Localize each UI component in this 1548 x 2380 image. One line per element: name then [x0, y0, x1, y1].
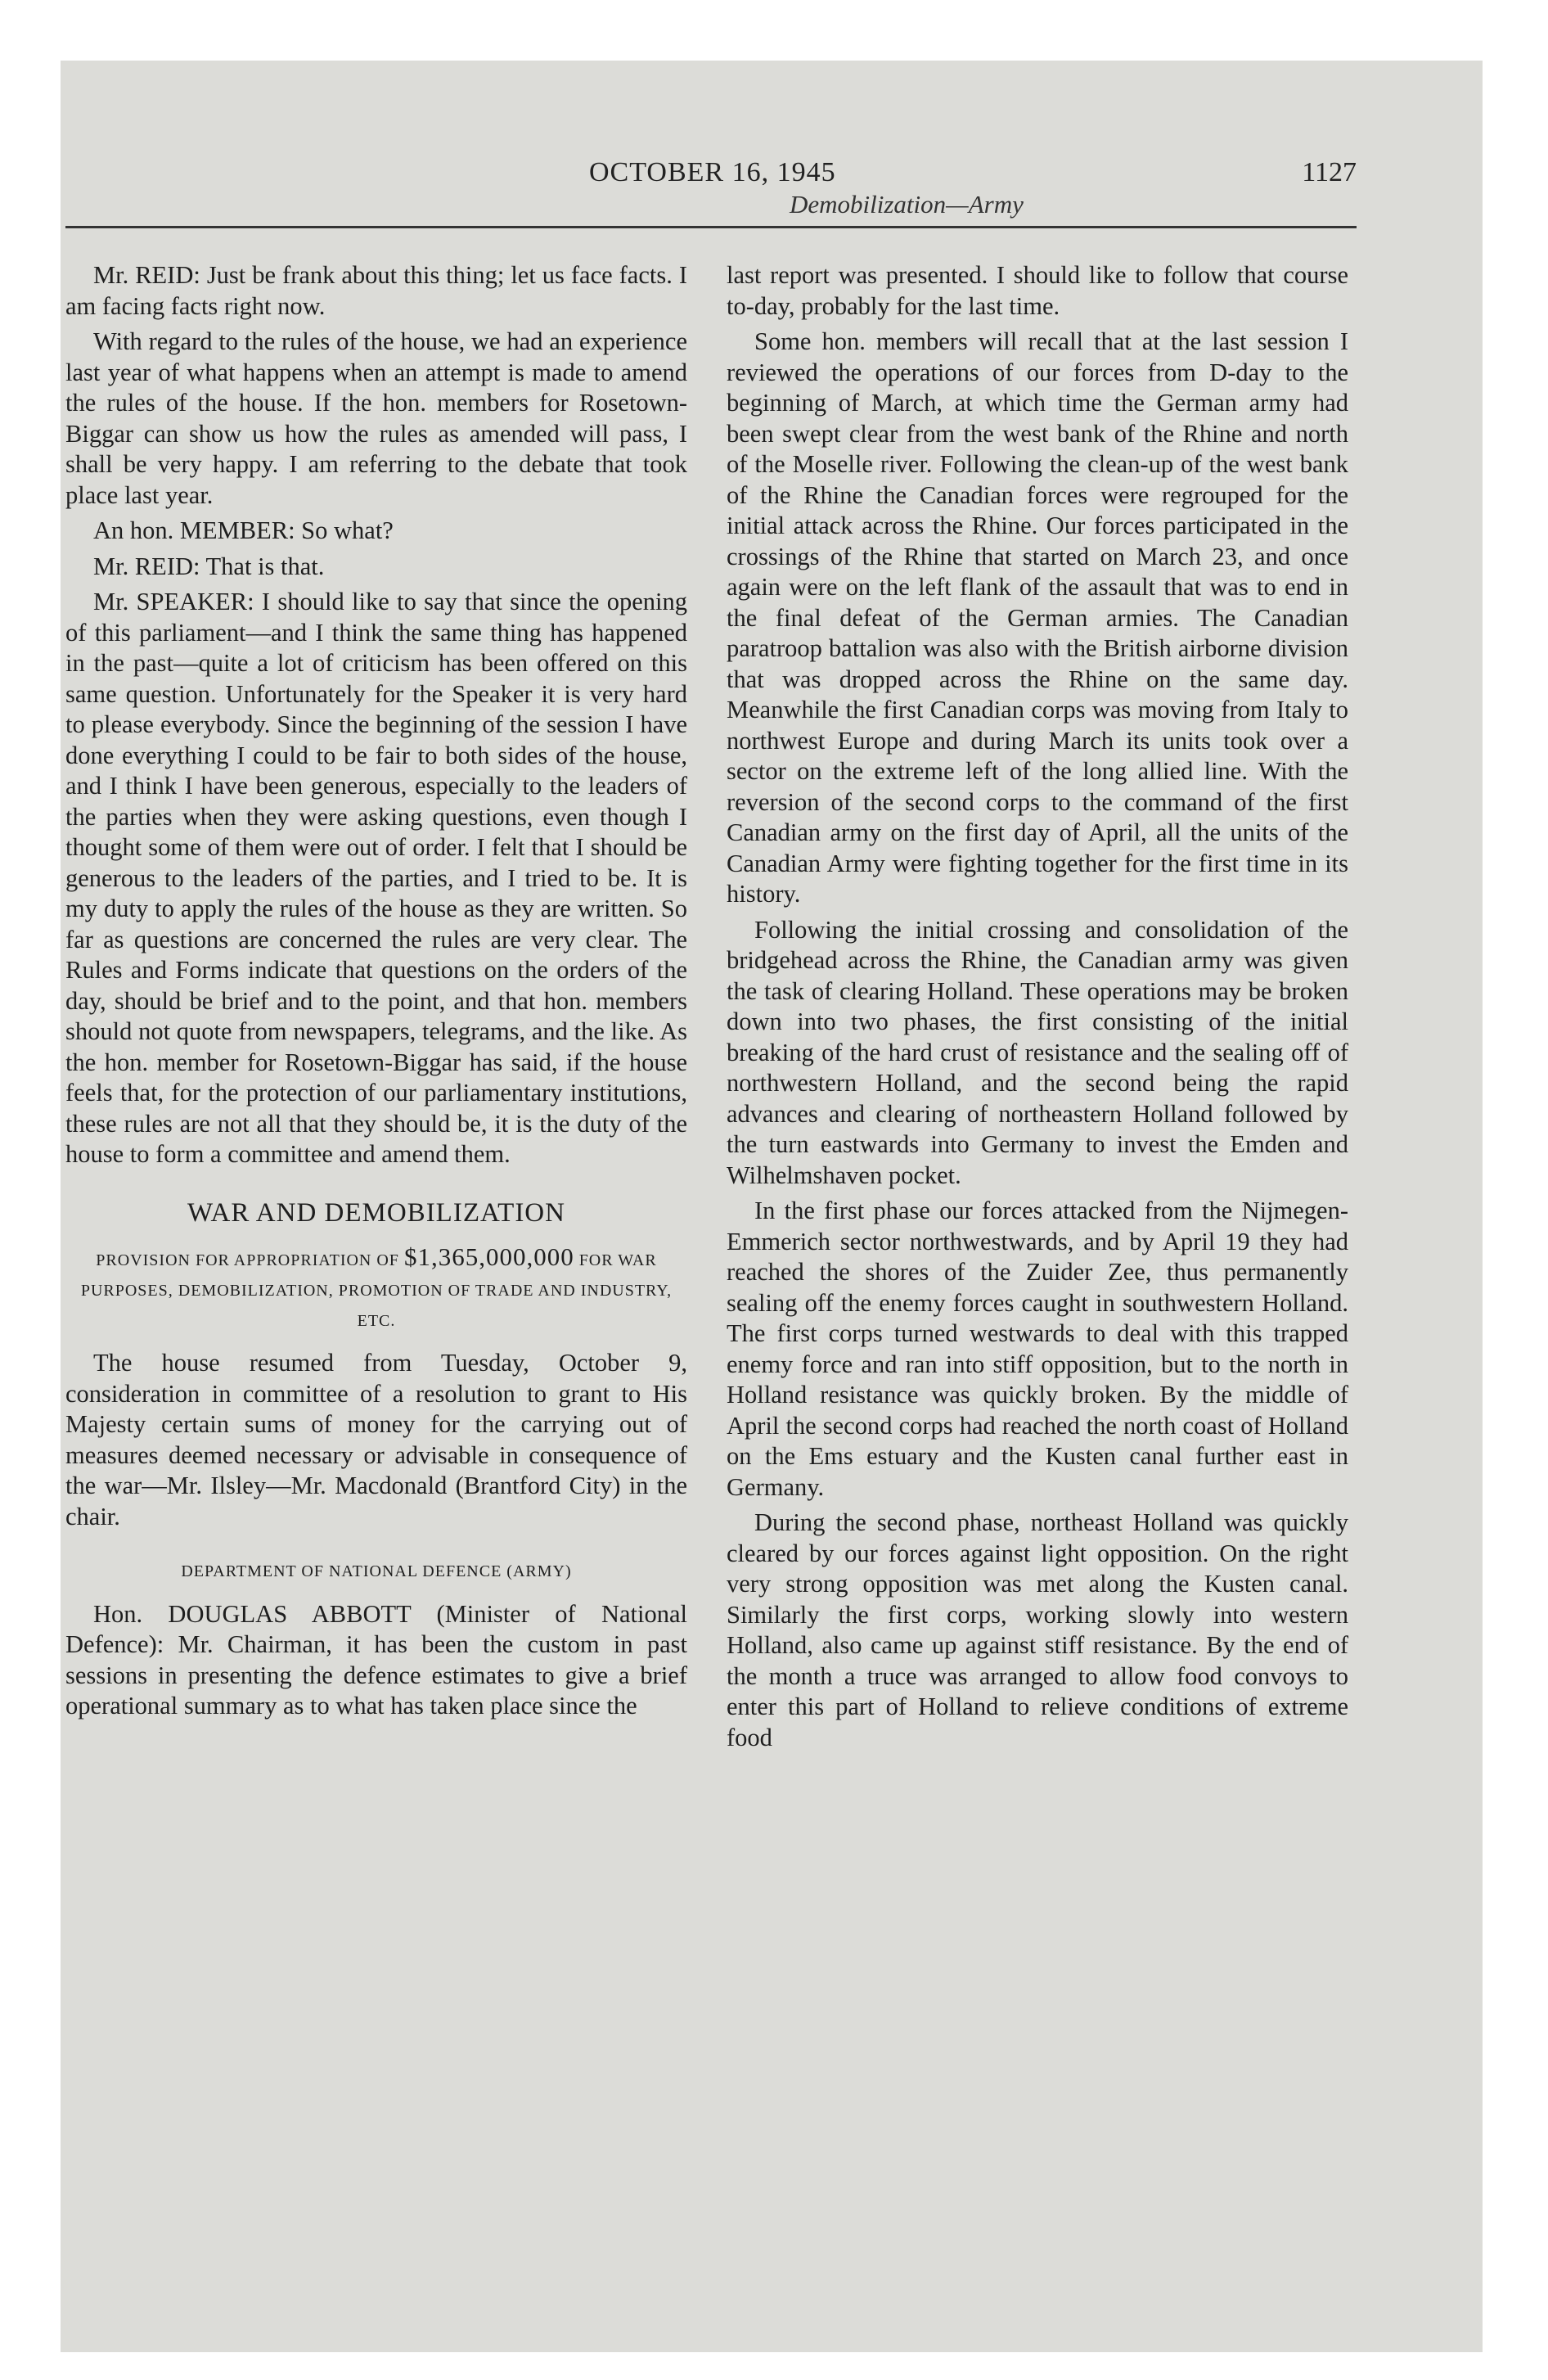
sub-heading: [65, 1242, 687, 1336]
sub-heading-line1: PROVISION FOR APPROPRIATION OF: [96, 1251, 399, 1269]
section-heading: WAR AND DEMOBILIZATION: [187, 1197, 565, 1228]
page-number: 1127: [1302, 157, 1357, 187]
paragraph: An hon. MEMBER: So what?: [93, 516, 394, 544]
paragraph: Following the initial crossing and consolidation of the bridgehead across the Rhine, the Canadian army was given the task of clearing Holland. These operations may be broken down into two phases, the first consisting of the initial breaking of the hard crust of resistance and the sealing off of northwestern Holland, and the second being the rapid advances and clearing of northeastern Holland followed by the turn eastwards into Germany to invest the Emden and Wilhelmshaven pocket.: [727, 915, 1348, 1189]
paragraph: Hon. DOUGLAS ABBOTT (Minister of National Defence): Mr. Chairman, it has been the custom in past sessions in presenting the defence estimates to give a brief operational summary as to what has taken place since the: [65, 1599, 687, 1720]
paragraph: Mr. SPEAKER: I should like to say that since the opening of this parliament—and I think the same thing has happened in the past—quite a lot of criticism has been offered on this same question. Unfortunately for the Speaker it is very hard to please everybody. Since the beginning of the session I have done everything I could to be fair to both sides of the house, and I think I have been generous, especially to the leaders of the parties when they were asking questions, even though I thought some of them were out of order. I felt that I should be generous to the leaders of the parties, and I tried to be. It is my duty to apply the rules of the house as they are written. So far as questions are concerned the rules are very clear. The Rules and Forms indicate that questions on the orders of the day, should be brief and to the point, and that hon. members should not quote from newspapers, telegrams, and the like. As the hon. member for Rosetown-Biggar has said, if the house feels that, for the protection of our parliamentary institutions, these rules are not all that they should be, it is the duty of the house to form a committee and amend them.: [65, 588, 687, 1168]
left-column: [65, 260, 687, 1722]
sub-heading-amount: $1,365,000,000: [403, 1242, 574, 1271]
paragraph: With regard to the rules of the house, we had an experience last year of what happens when an attempt is made to amend the rules of the house. If the hon. members for Rosetown-Biggar can show us how the rules as amended will pass, I shall be very happy. I am referring to the debate that took place last year.: [65, 327, 687, 509]
paragraph: Some hon. members will recall that at the last session I reviewed the operations of our forces from D-day to the beginning of March, at which time the German army had been swept clear from the west bank of the Rhine and north of the Moselle river. Following the clean-up of the west bank of the Rhine the Canadian forces were regrouped for the initial attack across the Rhine. Our forces participated in the crossings of the Rhine that started on March 23, and once again were on the left flank of the assault that was to end in the final defeat of the German armies. The Canadian paratroop battalion was also with the British airborne division that was dropped across the Rhine on the same day. Meanwhile the first Canadian corps was moving from Italy to northwest Europe and during March its units took over a sector on the extreme left of the long allied line. With the reversion of the second corps to the command of the first Canadian army on the first day of April, all the units of the Canadian Army were fighting together for the first time in its history.: [727, 327, 1348, 908]
paragraph: The house resumed from Tuesday, October 9, consideration in committee of a resolution to grant to His Majesty certain sums of money for the carrying out of measures deemed necessary or advisable in consequence of the war—Mr. Ilsley—Mr. Macdonald (Brantford City) in the chair.: [65, 1349, 687, 1530]
paragraph: Mr. REID: That is that.: [93, 552, 325, 580]
right-column: [727, 260, 1348, 1753]
sub-heading-line2: FOR WAR PURPOSES, DEMOBILIZATION, PROMOTION OF TRADE AND INDUSTRY, ETC.: [80, 1251, 673, 1330]
paragraph: In the first phase our forces attacked from the Nijmegen-Emmerich sector northwestwards, and by April 19 they had reached the shores of the Zuider Zee, thus permanently sealing off the enemy forces caught in southwestern Holland. The first corps turned westwards to deal with this trapped enemy force and ran into stiff opposition, but to the north in Holland resistance was quickly broken. By the middle of April the second corps had reached the north coast of Holland on the Ems estuary and the Kusten canal further east in Germany.: [727, 1197, 1348, 1501]
paragraph: Mr. REID: Just be frank about this thing; let us face facts. I am facing facts right now.: [65, 261, 687, 320]
paragraph: During the second phase, northeast Holland was quickly cleared by our forces against light opposition. On the right very strong opposition was met along the Kusten canal. Similarly the first corps, working slowly into western Holland, also came up against stiff resistance. By the end of the month a truce was arranged to allow food convoys to enter this part of Holland to relieve conditions of extreme food: [727, 1508, 1348, 1751]
running-title: Demobilization—Army: [790, 190, 1024, 219]
header-rule: [65, 226, 1357, 228]
paragraph: last report was presented. I should like to follow that course to-day, probably for the last time.: [727, 261, 1348, 320]
page-header: [65, 90, 1357, 219]
department-heading: DEPARTMENT OF NATIONAL DEFENCE (ARMY): [181, 1562, 572, 1580]
header-date: OCTOBER 16, 1945: [589, 157, 836, 187]
